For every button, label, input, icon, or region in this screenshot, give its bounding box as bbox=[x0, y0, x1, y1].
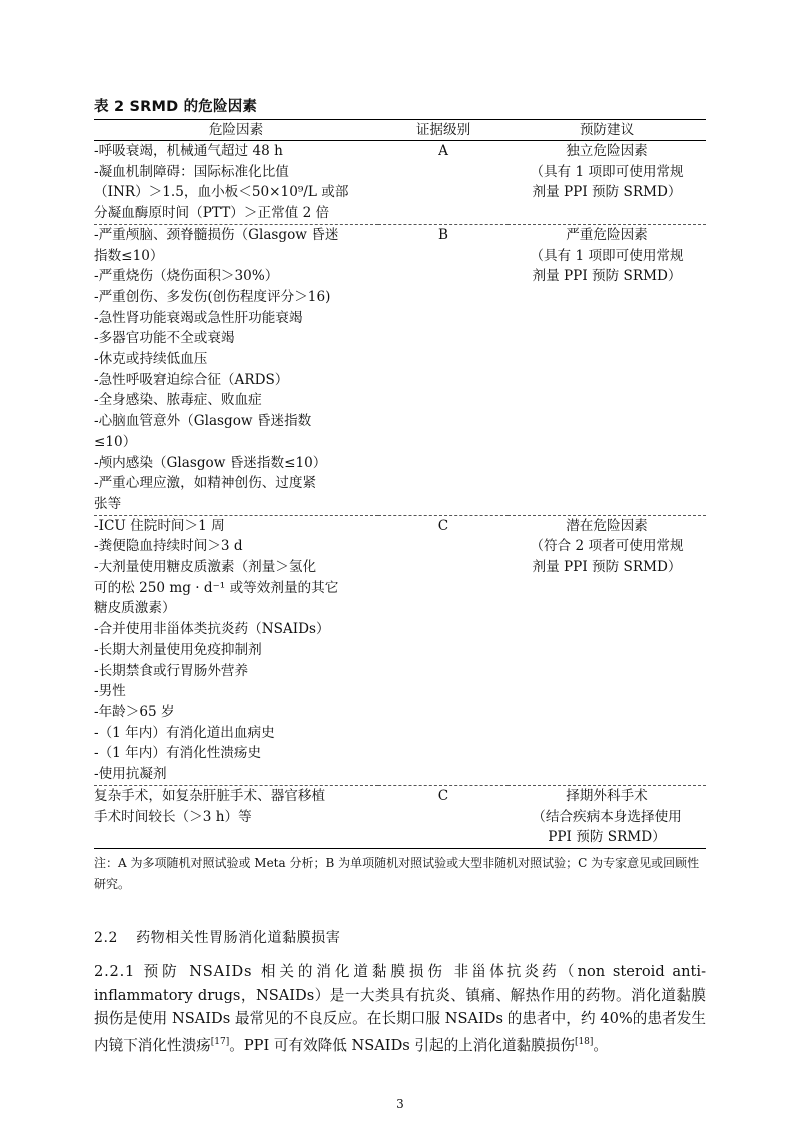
risk-factor-line: -严重创伤、多发伤(创伤程度评分＞16) bbox=[94, 288, 331, 305]
table-row bbox=[94, 515, 706, 785]
header-level: 证据级别 bbox=[378, 120, 508, 141]
table-row bbox=[94, 785, 706, 848]
risk-factor-line: 手术时间较长（＞3 h）等 bbox=[94, 808, 252, 825]
recommendation-cell bbox=[508, 785, 706, 848]
risk-factor-line: 分凝血酶原时间（PTT）＞正常值 2 倍 bbox=[94, 205, 330, 222]
risk-factor-line: -长期禁食或行胃肠外营养 bbox=[94, 662, 249, 679]
recommendation-line: 独立危险因素 bbox=[566, 143, 648, 159]
risk-factor-line: -严重烧伤（烧伤面积＞30%） bbox=[94, 268, 279, 285]
header-recommendation: 预防建议 bbox=[508, 120, 706, 141]
citation-18: [18] bbox=[574, 1036, 594, 1047]
risk-factor-line: -使用抗凝剂 bbox=[94, 766, 167, 783]
risk-factor-line: 张等 bbox=[94, 495, 122, 512]
recommendation-line: 剂量 PPI 预防 SRMD） bbox=[532, 268, 682, 285]
evidence-level-cell: B bbox=[378, 224, 508, 515]
risk-factor-line: 复杂手术，如复杂肝脏手术、器官移植 bbox=[94, 787, 326, 804]
recommendation-line: （具有 1 项即可使用常规 bbox=[530, 163, 684, 180]
risk-factor-line: -长期大剂量使用免疫抑制剂 bbox=[94, 641, 262, 658]
recommendation-line: 严重危险因素 bbox=[566, 226, 648, 243]
paragraph-lead: 2.2.1 预防 NSAIDs 相关的消化道黏膜损伤 bbox=[94, 963, 446, 980]
recommendation-cell bbox=[508, 224, 706, 515]
body-paragraph bbox=[94, 960, 706, 1057]
risk-factor-line: -心脑血管意外（Glasgow 昏迷指数 bbox=[94, 413, 312, 430]
risk-factor-line: -严重心理应激，如精神创伤、过度紧 bbox=[94, 475, 317, 492]
citation-17: [17] bbox=[210, 1036, 230, 1047]
recommendation-line: 潜在危险因素 bbox=[566, 517, 648, 534]
risk-factor-line: -ICU 住院时间＞1 周 bbox=[94, 517, 225, 534]
recommendation-line: 剂量 PPI 预防 SRMD） bbox=[532, 559, 682, 576]
risk-factor-line: -（1 年内）有消化性溃疡史 bbox=[94, 745, 262, 762]
evidence-level-cell: C bbox=[378, 515, 508, 785]
risk-factor-line: -大剂量使用糖皮质激素（剂量＞氢化 bbox=[94, 559, 317, 576]
risk-factor-line: -凝血机制障碍：国际标准化比值 bbox=[94, 163, 289, 180]
table-note: 注：A 为多项随机对照试验或 Meta 分析；B 为单项随机对照试验或大型非随机对照试验；C 为专家意见或回顾性研究。 bbox=[94, 856, 700, 891]
recommendation-cell bbox=[508, 141, 706, 225]
risk-factor-line: （INR）＞1.5，血小板＜50×10⁹/L 或部 bbox=[94, 184, 349, 201]
risk-factor-line: -急性肾功能衰竭或急性肝功能衰竭 bbox=[94, 309, 303, 326]
risk-factor-line: -急性呼吸窘迫综合征（ARDS） bbox=[94, 371, 289, 388]
risk-factor-line: -粪便隐血持续时间＞3 d bbox=[94, 538, 243, 555]
evidence-level-cell: C bbox=[378, 785, 508, 848]
risk-factor-line: -年龄＞65 岁 bbox=[94, 703, 175, 720]
recommendation-line: （具有 1 项即可使用常规 bbox=[530, 247, 684, 264]
recommendation-line: 剂量 PPI 预防 SRMD） bbox=[532, 184, 682, 201]
risk-factor-line: -严重颅脑、颈脊髓损伤（Glasgow 昏迷 bbox=[94, 226, 339, 243]
recommendation-line: （结合疾病本身选择使用 bbox=[532, 808, 682, 825]
risk-factor-line: 指数≤10） bbox=[94, 247, 164, 264]
risk-factors-cell bbox=[94, 785, 378, 848]
page-number: 3 bbox=[396, 1097, 404, 1111]
header-factor: 危险因素 bbox=[94, 120, 378, 141]
risk-factors-cell bbox=[94, 224, 378, 515]
risk-factor-line: -颅内感染（Glasgow 昏迷指数≤10） bbox=[94, 454, 327, 471]
table-header-row bbox=[94, 120, 706, 141]
paragraph-mid: 。PPI 可有效降低 NSAIDs 引起的上消化道黏膜损伤 bbox=[229, 1036, 575, 1054]
table-row bbox=[94, 224, 706, 515]
risk-factor-line: 可的松 250 mg · d⁻¹ 或等效剂量的其它 bbox=[94, 579, 339, 596]
evidence-level-cell: A bbox=[378, 141, 508, 225]
recommendation-line: PPI 预防 SRMD） bbox=[548, 829, 666, 846]
risk-factor-line: -呼吸衰竭，机械通气超过 48 h bbox=[94, 143, 283, 159]
section-title: 药物相关性胃肠消化道黏膜损害 bbox=[136, 930, 341, 946]
risk-factor-line: -合并使用非甾体类抗炎药（NSAIDs） bbox=[94, 621, 330, 638]
risk-factor-line: 糖皮质激素） bbox=[94, 600, 176, 617]
risk-factors-cell bbox=[94, 141, 378, 225]
risk-factor-line: -休克或持续低血压 bbox=[94, 351, 208, 368]
table-row bbox=[94, 141, 706, 225]
risk-factor-line: ≤10） bbox=[94, 433, 137, 450]
recommendation-line: 择期外科手术 bbox=[566, 787, 648, 804]
paragraph-body: 非甾体抗炎药（non steroid anti-inflammatory drugs，NSAIDs）是一大类具有抗炎、镇痛、解热作用的药物。消化道黏膜损伤是使用 NSAIDs 最常见的不良反应。在长期口服 NSAIDs 的患者中，约 40%的患者发生内镜下消化性溃疡 bbox=[94, 963, 707, 1054]
risk-factor-table bbox=[94, 119, 706, 849]
risk-factor-line: -全身感染、脓毒症、败血症 bbox=[94, 392, 262, 409]
section-heading bbox=[94, 927, 340, 947]
risk-factor-line: -（1 年内）有消化道出血病史 bbox=[94, 724, 275, 741]
risk-factor-line: -多器官功能不全或衰竭 bbox=[94, 330, 235, 347]
risk-factors-cell bbox=[94, 515, 378, 785]
section-number: 2.2 bbox=[94, 930, 119, 946]
risk-factor-line: -男性 bbox=[94, 683, 126, 700]
paragraph-end: 。 bbox=[593, 1036, 609, 1054]
table-title: 表 2 SRMD 的危险因素 bbox=[94, 99, 258, 115]
recommendation-cell bbox=[508, 515, 706, 785]
recommendation-line: （符合 2 项者可使用常规 bbox=[530, 538, 684, 555]
